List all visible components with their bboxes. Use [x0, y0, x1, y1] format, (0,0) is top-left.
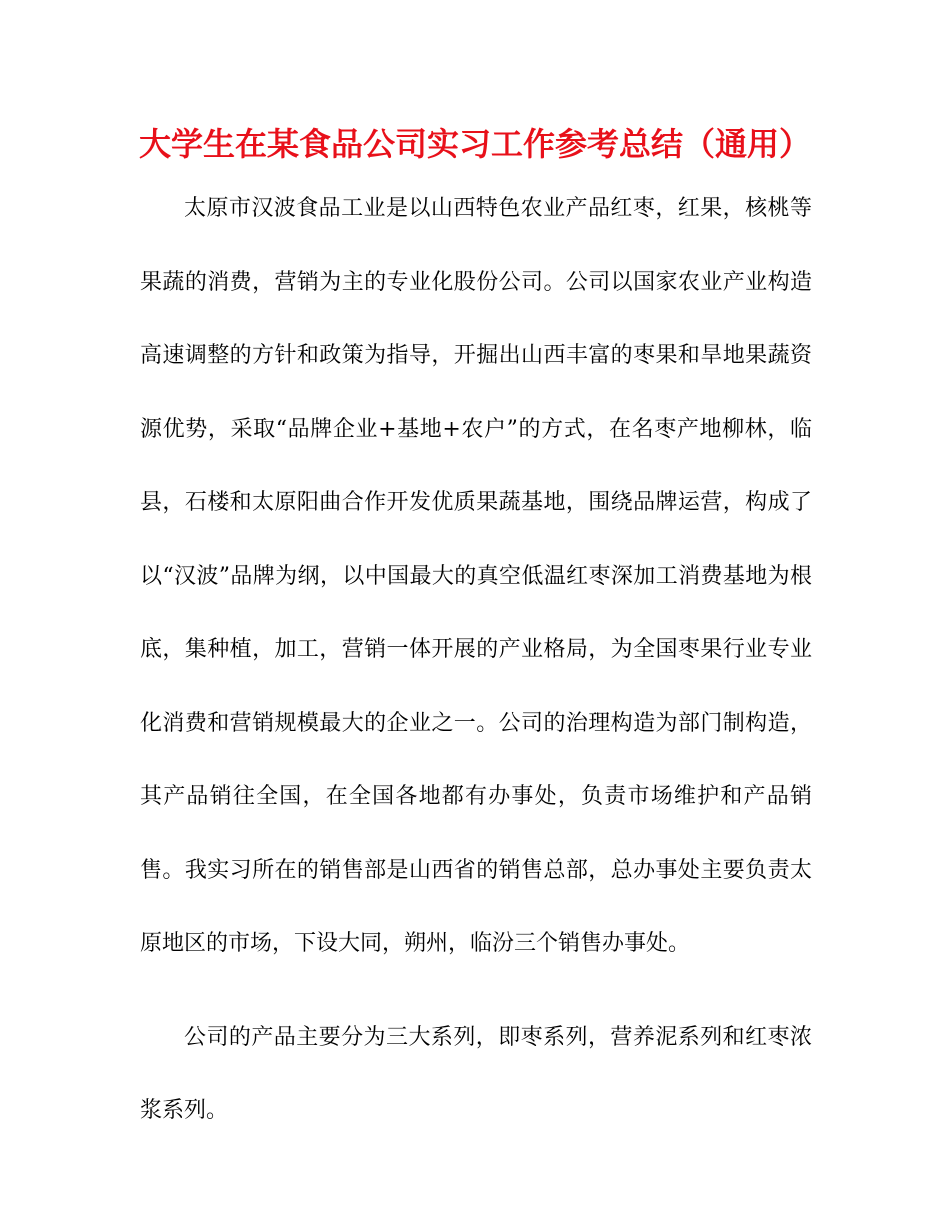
paragraph-company-intro: 太原市汉波食品工业是以山西特色农业产品红枣，红果，核桃等果蔬的消费，营销为主的专业化股份公司。公司以国家农业产业构造高速调整的方针和政策为指导，开掘出山西丰富的枣果和旱地果蔬资源优势，采取“品牌企业+基地+农户”的方式，在名枣产地柳林，临县，石楼和太原阳曲合作开发优质果蔬基地，围绕品牌运营，构成了以“汉波”品牌为纲，以中国最大的真空低温红枣深加工消费基地为根底，集种植，加工，营销一体开展的产业格局，为全国枣果行业专业化消费和营销规模最大的企业之一。公司的治理构造为部门制构造，其产品销往全国，在全国各地都有办事处，负责市场维护和产品销售。我实习所在的销售部是山西省的销售总部，总办事处主要负责太原地区的市场，下设大同，朔州，临汾三个销售办事处。	[140, 196, 812, 956]
paragraph-product-series: 公司的产品主要分为三大系列，即枣系列，营养泥系列和红枣浓浆系列。	[140, 1024, 812, 1123]
document-body	[140, 172, 812, 1168]
document-title: 大学生在某食品公司实习工作参考总结（通用）	[138, 125, 811, 163]
